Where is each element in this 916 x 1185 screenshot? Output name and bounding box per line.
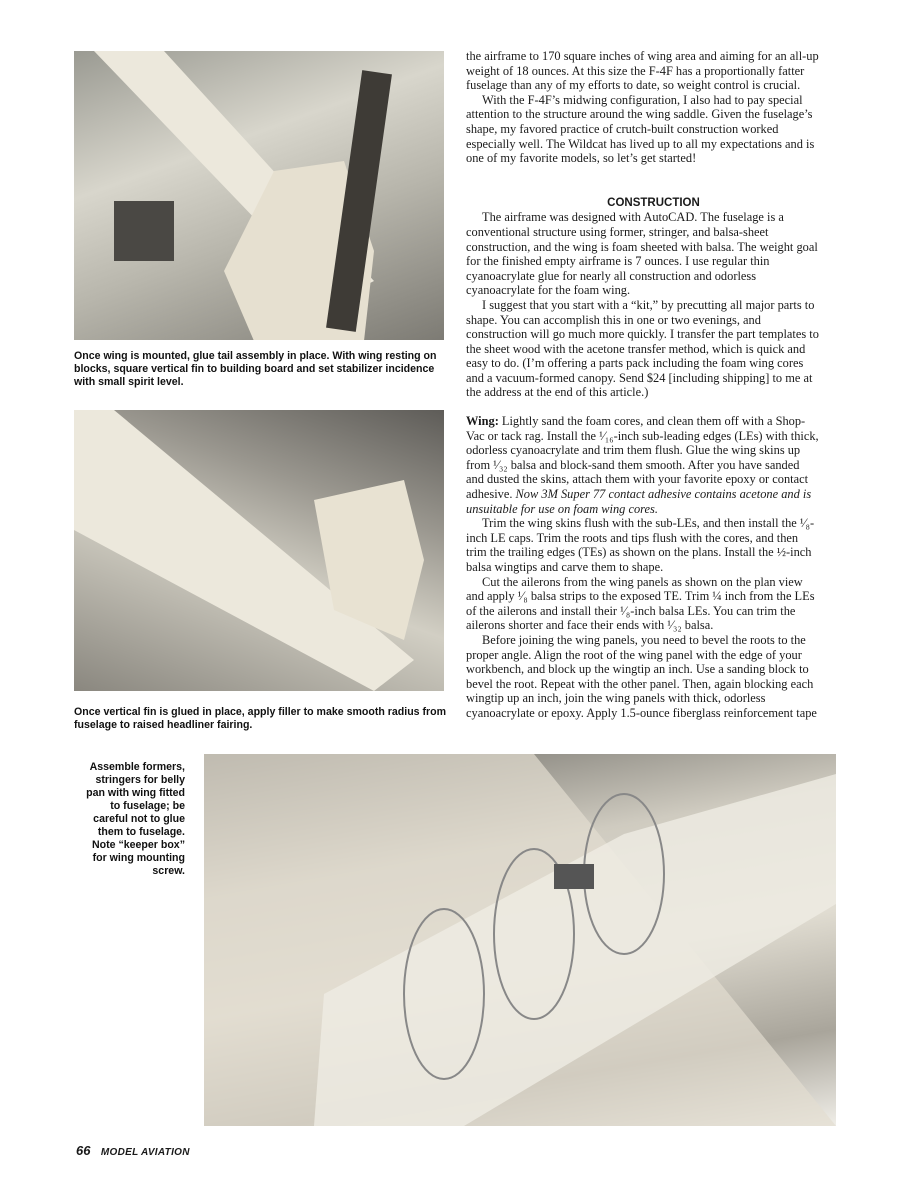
text-line: and dusted the skins, attach them with your favorite epoxy or contact [466, 472, 809, 487]
tail-illustration [74, 51, 444, 340]
paragraph [466, 633, 841, 721]
caption-side-photo: Assemble formers, stringers for belly pan with wing fitted to fuselage; be careful not to glue them to fuselage. Note “keeper box” for wing mounting screw. [86, 761, 185, 877]
wing-paragraph [466, 414, 841, 516]
article-column [466, 49, 841, 721]
text-line: inch LE caps. Trim the roots and tips flush with the cores, and then [466, 530, 799, 545]
text-line: attention to the structure around the wing saddle. Given the fuselage’s [466, 107, 813, 122]
text-line: Lightly sand the foam cores, and clean them off with a Shop- [498, 414, 806, 429]
text-line: proper angle. Align the root of the wing panel with the edge of your [466, 647, 802, 662]
text-line: I suggest that you start with a “kit,” by precutting all major parts to [482, 297, 815, 312]
text-line: the address at the end of this article.) [466, 385, 649, 400]
text-line: ailerons shorter and face their ends with ¹⁄₃₂ balsa. [466, 618, 714, 633]
text-line: and a vacuum-formed canopy. Send $24 [including shipping] to me at [466, 370, 813, 385]
text-line: Cut the ailerons from the wing panels as shown on the plan view [482, 574, 803, 589]
text-line: construction, and the wing is foam sheeted with balsa. The weight goal [466, 239, 818, 254]
text-line: cyanoacrylate glue for nearly all construction and odorless [466, 268, 757, 283]
text-line: weight of 18 ounces. At this size the F-4F has a proportionally fatter [466, 63, 805, 78]
page-footer [76, 1142, 190, 1160]
text-line: construction will go much more quickly. I transfer the part templates to [466, 327, 819, 342]
text-line: Before joining the wing panels, you need to bevel the roots to the [482, 632, 806, 647]
photo-tail-assembly [74, 51, 444, 340]
photo-vertical-fin [74, 410, 444, 691]
paragraph [466, 93, 841, 166]
text-line: one of my favorite models, so let’s get started! [466, 151, 697, 166]
paragraph [466, 516, 841, 574]
text-line: workbench, and block up the wingtip an inch. Use a sanding block to [466, 662, 809, 677]
fin-illustration [74, 410, 444, 691]
text-line: especially well. The Wildcat has lived up to all my expectations and is [466, 136, 815, 151]
caption-top-photo: Once wing is mounted, glue tail assembly in place. With wing resting on blocks, square vertical fin to building board and set stabilizer incidence with small spirit level. [74, 350, 437, 388]
italic-note: unsuitable for use on foam wing cores. [466, 501, 658, 516]
wing-label: Wing: [466, 414, 499, 429]
text-line: fuselage than any of my efforts to date, so weight control is crucial. [466, 78, 801, 93]
text-line: shape. You can accomplish this in one or two evenings, and [466, 312, 761, 327]
formers-illustration [204, 754, 836, 1126]
text-line: cyanoacrylate for the foam wing. [466, 283, 631, 298]
italic-note: Now 3M Super 77 contact adhesive contains acetone and is [515, 487, 812, 502]
text-line: trim the trailing edges (TEs) as shown on the plans. Install the ½-inch [466, 545, 812, 560]
text-line: With the F-4F’s midwing configuration, I also had to pay special [482, 92, 803, 107]
text-line: shape, my favored practice of crutch-built construction worked [466, 121, 779, 136]
text-line: cyanoacrylate or epoxy. Apply 1.5-ounce fiberglass reinforcement tape [466, 705, 817, 720]
text-line: The airframe was designed with AutoCAD. The fuselage is a [482, 210, 784, 225]
text-line: bevel the root. Repeat with the other panel. Then, again blocking each [466, 676, 814, 691]
text-line: from ¹⁄₃₂ balsa and block-sand them smooth. After you have sanded [466, 457, 800, 472]
text-line: and apply ¹⁄₈ balsa strips to the exposed TE. Trim ¼ inch from the LEs [466, 589, 815, 604]
text-line: the sheet wood with the acetone transfer method, which is quick and [466, 341, 806, 356]
text-line: of the ailerons and install their ¹⁄₈-inch balsa LEs. You can trim the [466, 603, 796, 618]
caption-middle-photo: Once vertical fin is glued in place, apply filler to make smooth radius from fuselage to raised headliner fairing. [74, 706, 447, 731]
paragraph [466, 298, 841, 400]
page-number: 66 [76, 1143, 91, 1158]
text-line: for the finished empty airframe is 7 ounces. I use regular thin [466, 254, 770, 269]
magazine-name: MODEL AVIATION [100, 1147, 190, 1158]
text-line: wingtip up an inch, join the wing panels with thick, odorless [466, 691, 766, 706]
paragraph [466, 210, 841, 298]
text-line: Trim the wing skins flush with the sub-LEs, and then install the ¹⁄₈- [482, 516, 815, 531]
section-heading: CONSTRUCTION [607, 196, 700, 209]
intro-paragraph [466, 49, 841, 93]
text-line: adhesive. [466, 487, 516, 502]
text-line: Vac or tack rag. Install the ¹⁄₁₆-inch sub-leading edges (LEs) with thick, [466, 428, 819, 443]
photo-belly-pan-formers [204, 754, 836, 1126]
text-line: easy to do. (I’m offering a parts pack including the foam wing cores [466, 356, 804, 371]
text-line: the airframe to 170 square inches of wing area and aiming for an all-up [466, 49, 819, 63]
text-line: conventional structure using former, stringer, and balsa-sheet [466, 224, 769, 239]
text-line: odorless cyanoacrylate and trim them flush. Glue the wing skins up [466, 443, 801, 458]
paragraph [466, 575, 841, 633]
text-line: balsa wingtips and carve them to shape. [466, 560, 664, 574]
